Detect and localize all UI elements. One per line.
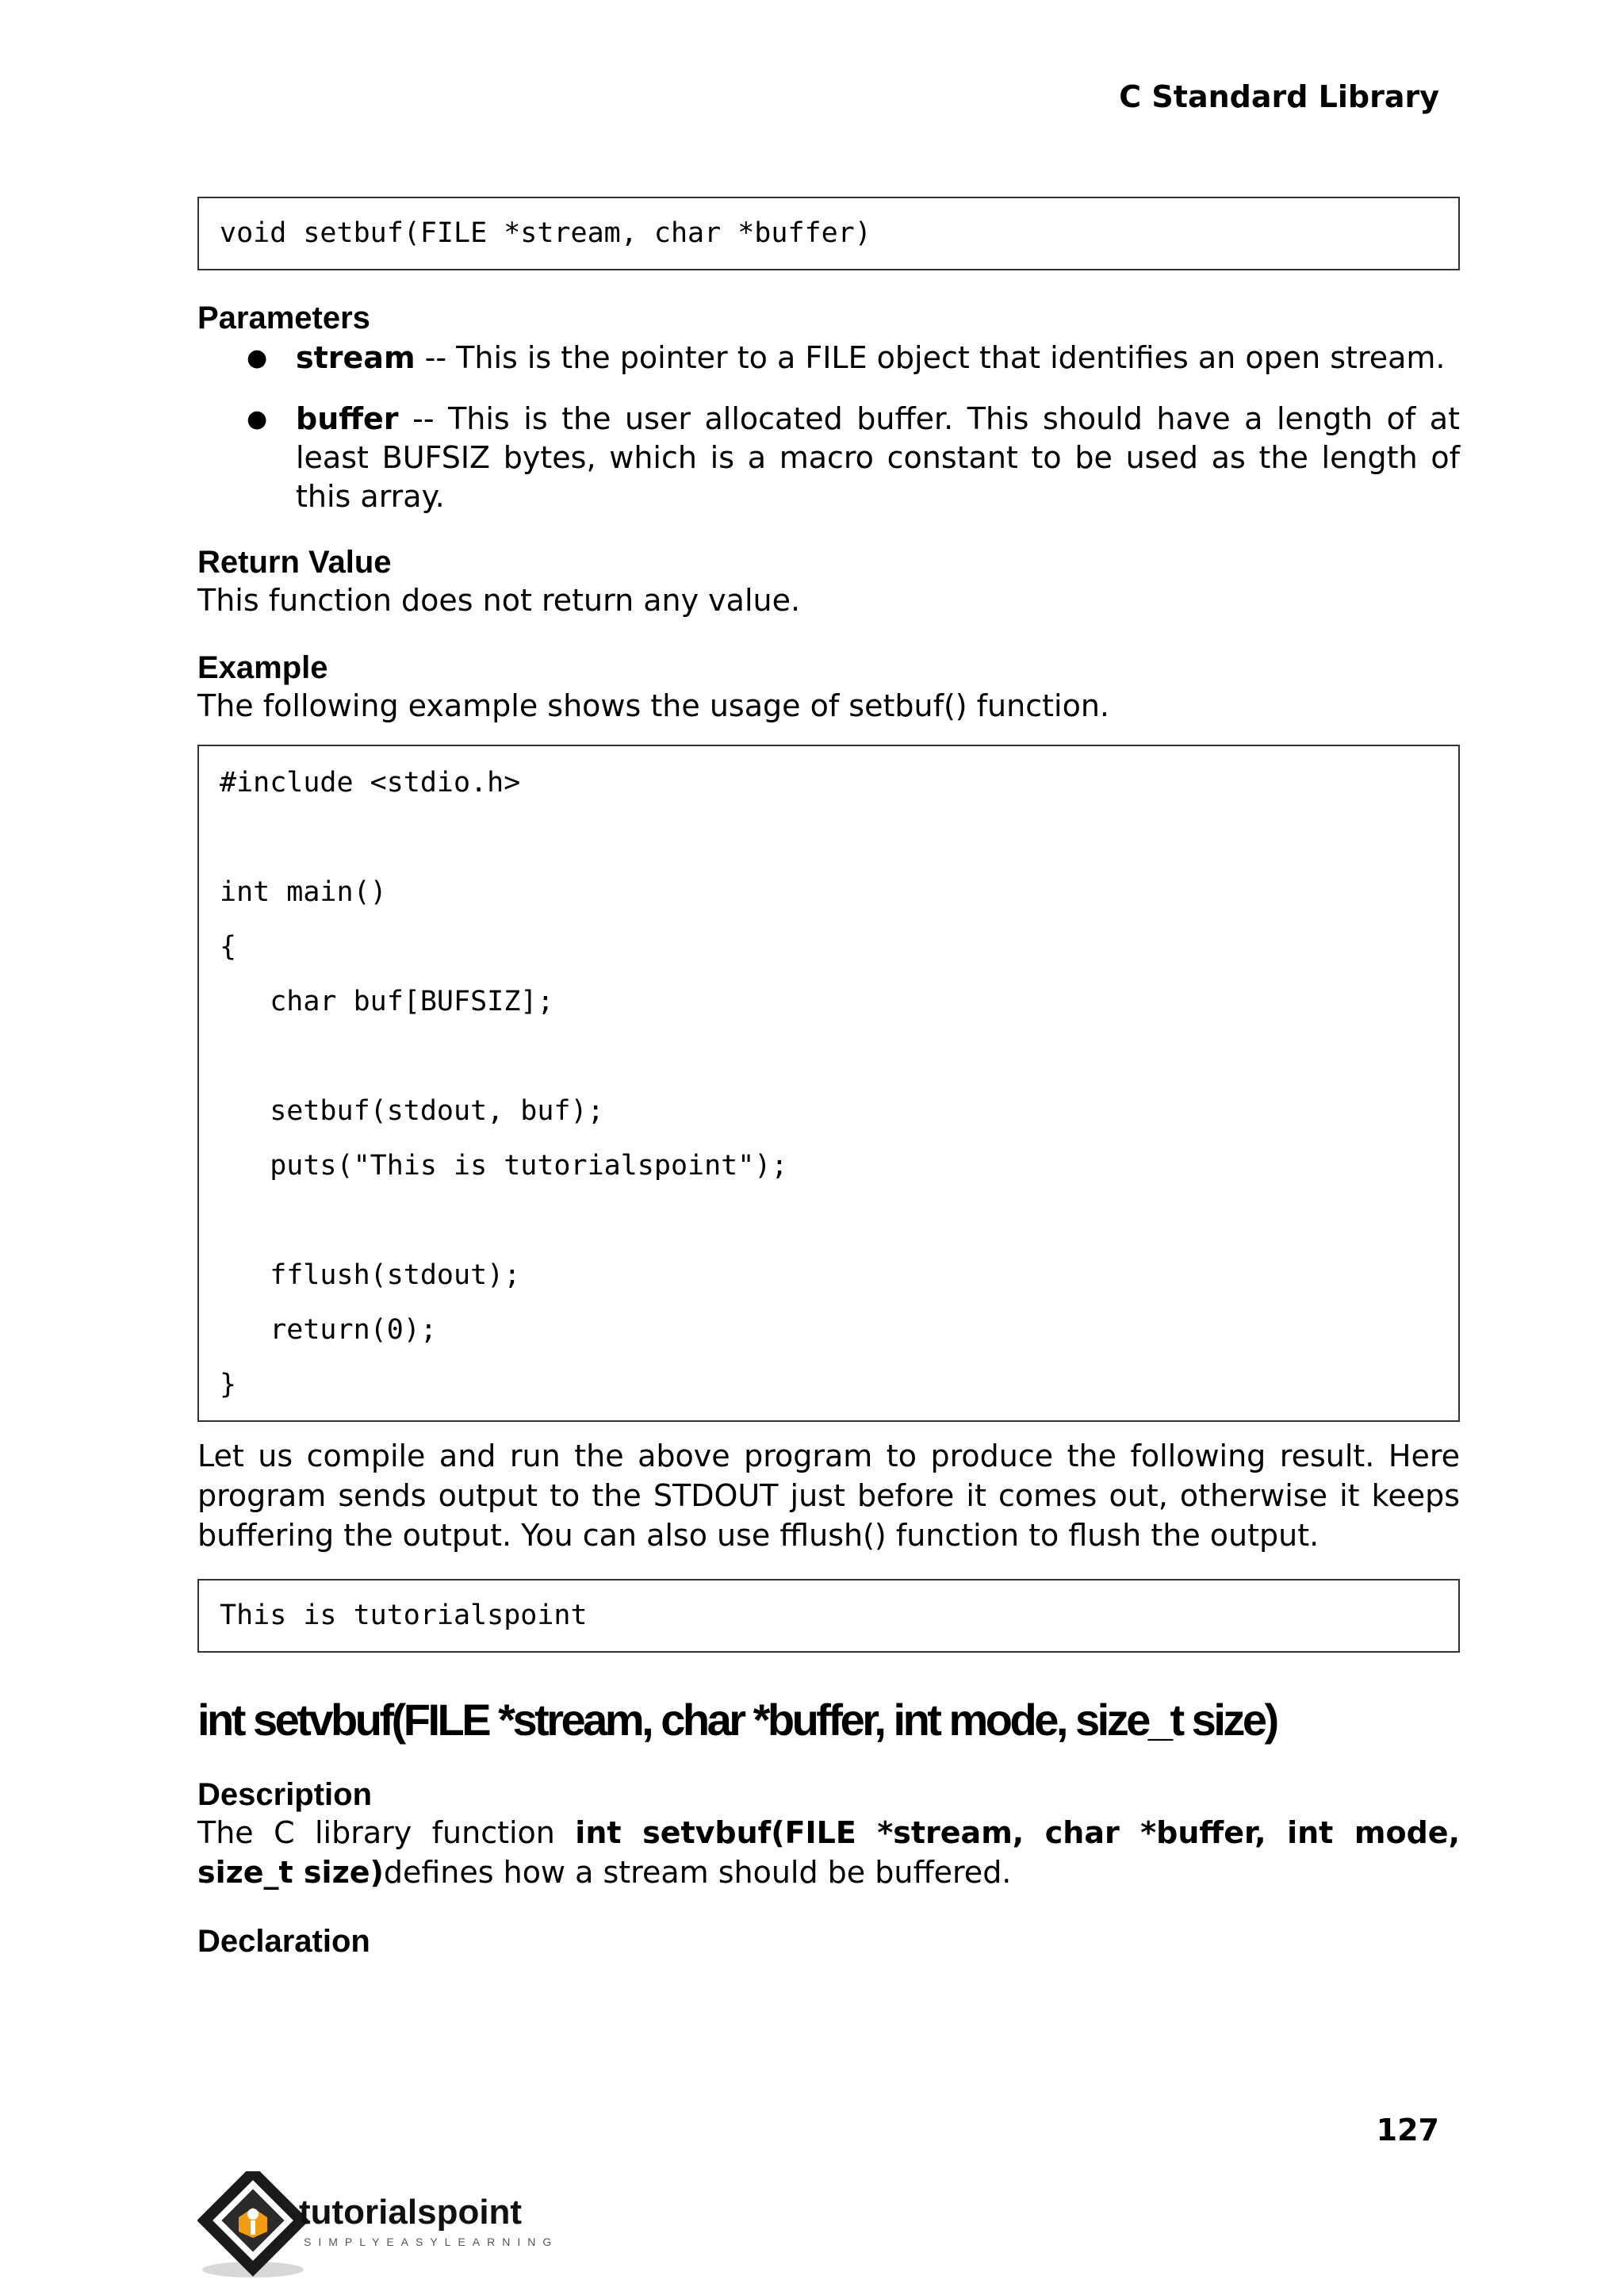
output-code-box bbox=[197, 1579, 1460, 1653]
code-line: return(0); bbox=[220, 1314, 437, 1346]
parameter-desc: -- This is the user allocated buffer. This should have a length of at least BUFSIZ bytes, which is a macro constant to be used as the length of this array. bbox=[296, 401, 1460, 514]
parameter-name: stream bbox=[296, 340, 416, 375]
bullet-icon: ● bbox=[247, 344, 268, 372]
code-line bbox=[220, 1193, 1438, 1248]
page-content bbox=[197, 197, 1460, 1960]
code-line bbox=[220, 810, 1438, 865]
output-text: This is tutorialspoint bbox=[220, 1600, 588, 1631]
logo-text: tutorialspoint bbox=[299, 2193, 523, 2232]
parameter-item bbox=[197, 400, 1460, 516]
parameters-list bbox=[197, 339, 1460, 516]
description-function-signature: int setvbuf(FILE *stream, char *buffer, int mode, size_t size) bbox=[197, 1815, 1461, 1890]
return-value-text: This function does not return any value. bbox=[197, 583, 801, 618]
tutorialspoint-logo bbox=[197, 2171, 578, 2282]
setvbuf-heading: int setvbuf(FILE *stream, char *buffer, int mode, size_t size) bbox=[197, 1695, 1277, 1745]
result-text: Let us compile and run the above program to produce the following result. Here program sends output to the STDOUT just before it comes out, otherwise it keeps buffering the output. You can also use fflush() function to flush the output. bbox=[197, 1439, 1460, 1553]
code-line: puts("This is tutorialspoint"); bbox=[220, 1150, 788, 1182]
parameter-item bbox=[197, 339, 1460, 377]
declaration-heading: Declaration bbox=[197, 1924, 370, 1959]
declaration-code-box bbox=[197, 197, 1460, 270]
running-header: C Standard Library bbox=[1119, 79, 1439, 114]
description-suffix: defines how a stream should be buffered. bbox=[383, 1855, 1012, 1890]
code-line: #include <stdio.h> bbox=[220, 767, 521, 799]
example-heading: Example bbox=[197, 650, 328, 685]
tutorialspoint-logo-icon bbox=[197, 2171, 578, 2282]
code-line: } bbox=[220, 1369, 237, 1400]
bullet-icon: ● bbox=[247, 405, 268, 433]
code-line bbox=[220, 1029, 1438, 1084]
logo-tagline: SIMPLYEASYLEARNING bbox=[304, 2236, 559, 2248]
parameters-heading: Parameters bbox=[197, 301, 370, 335]
parameter-desc: -- This is the pointer to a FILE object that identifies an open stream. bbox=[424, 340, 1446, 375]
declaration-code: void setbuf(FILE *stream, char *buffer) bbox=[220, 217, 871, 249]
description-heading: Description bbox=[197, 1777, 373, 1812]
code-line: setbuf(stdout, buf); bbox=[220, 1095, 604, 1127]
return-value-heading: Return Value bbox=[197, 545, 392, 580]
description-prefix: The C library function bbox=[197, 1815, 576, 1850]
example-intro: The following example shows the usage of setbuf() function. bbox=[197, 688, 1109, 723]
example-code-box bbox=[197, 745, 1460, 1422]
code-line: { bbox=[220, 931, 237, 963]
description-text bbox=[197, 1813, 1460, 1892]
code-line: char buf[BUFSIZ]; bbox=[220, 986, 554, 1017]
page-number: 127 bbox=[1376, 2113, 1439, 2147]
code-line: int main() bbox=[220, 876, 387, 908]
code-line: fflush(stdout); bbox=[220, 1259, 521, 1291]
parameter-name: buffer bbox=[296, 401, 399, 436]
